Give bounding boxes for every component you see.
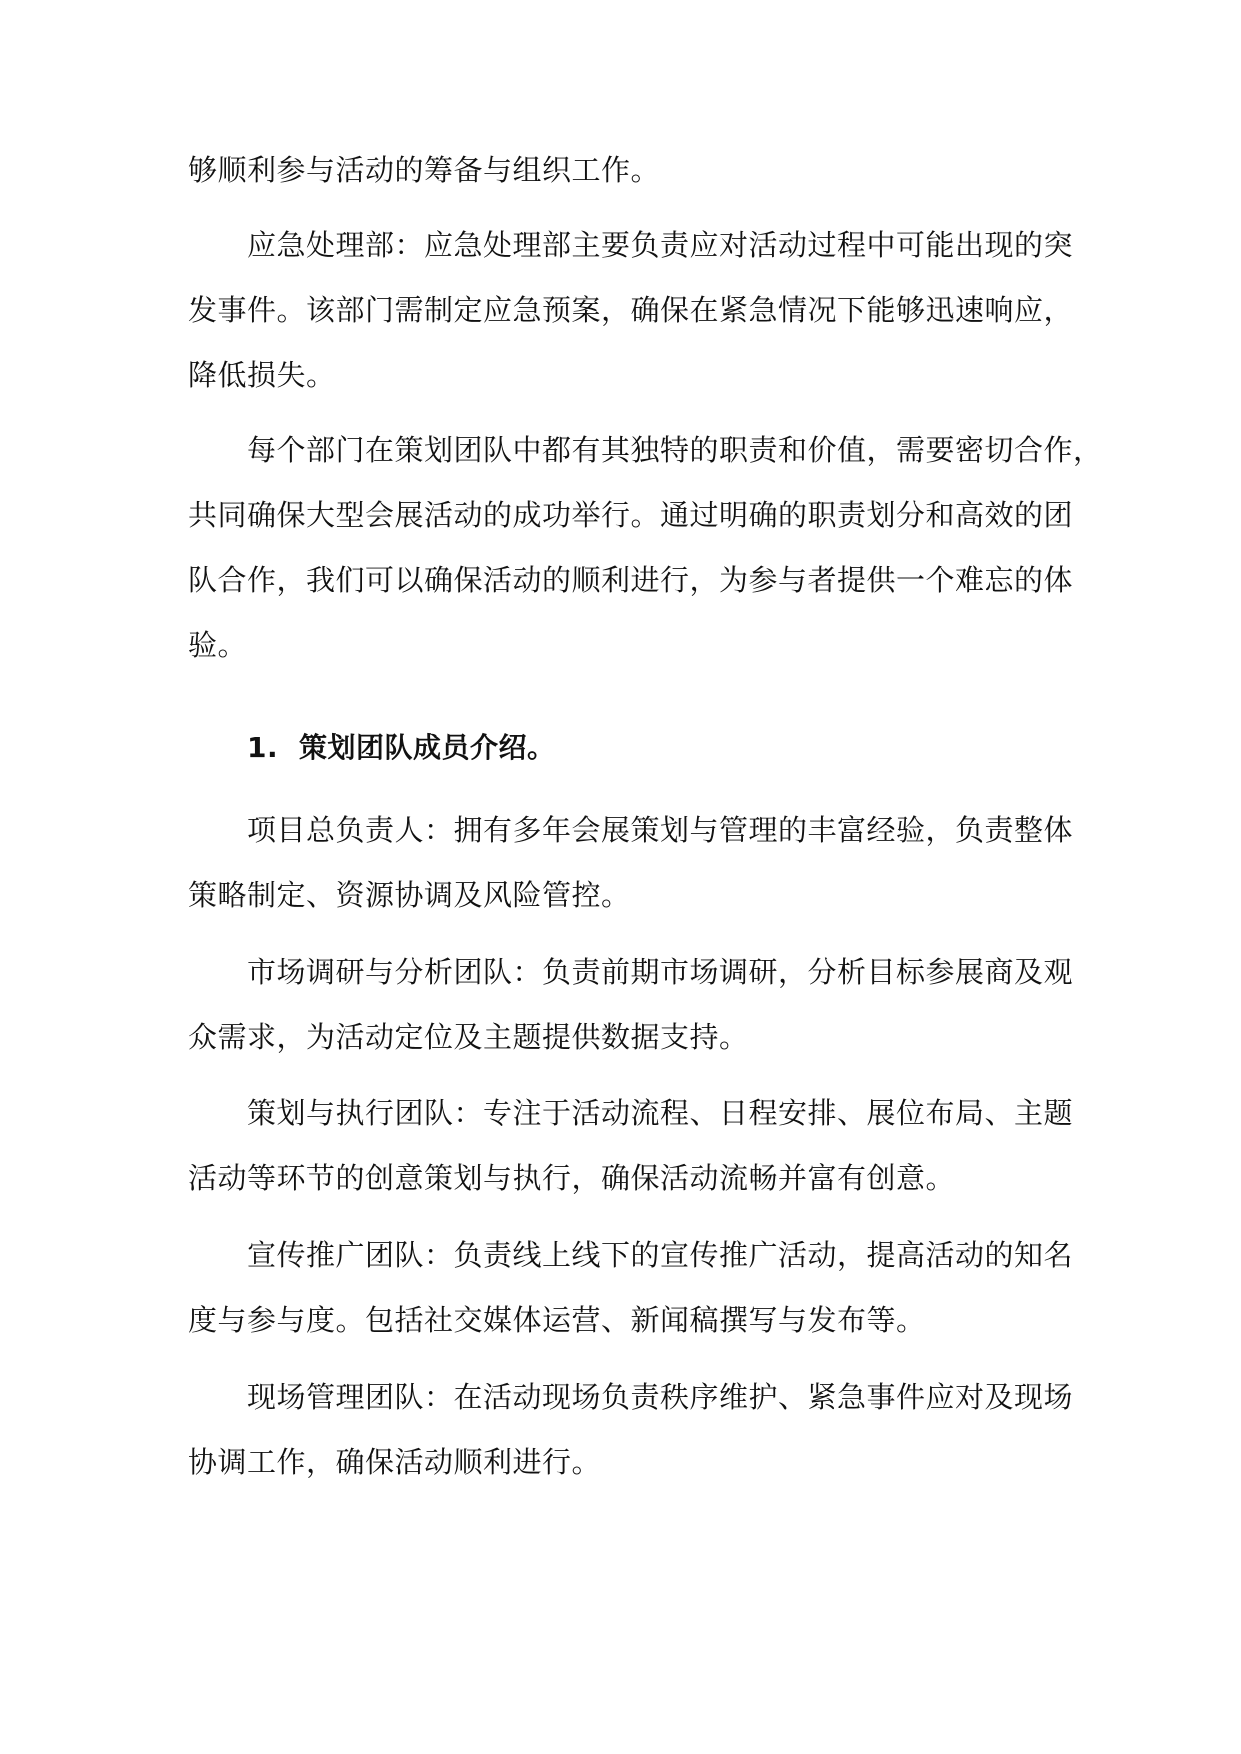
member-line: 众需求，为活动定位及主题提供数据支持。 [188,1020,749,1054]
member-line: 协调工作，确保活动顺利进行。 [188,1445,602,1479]
paragraph-line: 共同确保大型会展活动的成功举行。通过明确的职责划分和高效的团 [188,498,1074,532]
member-line: 项目总负责人：拥有多年会展策划与管理的丰富经验，负责整体 [247,813,1074,847]
member-line: 策略制定、资源协调及风险管控。 [188,878,631,912]
member-line: 宣传推广团队：负责线上线下的宣传推广活动，提高活动的知名 [247,1238,1074,1272]
paragraph-line: 发事件。该部门需制定应急预案，确保在紧急情况下能够迅速响应， [188,293,1074,327]
member-line: 市场调研与分析团队：负责前期市场调研，分析目标参展商及观 [247,955,1074,989]
paragraph-line: 验。 [188,628,248,662]
member-line: 度与参与度。包括社交媒体运营、新闻稿撰写与发布等。 [188,1303,926,1337]
member-line: 现场管理团队：在活动现场负责秩序维护、紧急事件应对及现场 [247,1380,1074,1414]
section-title: 策划团队成员介绍。 [299,731,556,764]
section-heading [247,728,556,768]
paragraph-line: 够顺利参与活动的筹备与组织工作。 [188,153,661,187]
paragraph-line: 队合作，我们可以确保活动的顺利进行，为参与者提供一个难忘的体 [188,563,1074,597]
member-line: 活动等环节的创意策划与执行，确保活动流畅并富有创意。 [188,1161,956,1195]
section-number: 1. [247,731,279,764]
paragraph-line: 每个部门在策划团队中都有其独特的职责和价值，需要密切合作， [247,433,1103,467]
paragraph-line: 应急处理部：应急处理部主要负责应对活动过程中可能出现的突 [247,228,1074,262]
paragraph-line: 降低损失。 [188,358,336,392]
member-line: 策划与执行团队：专注于活动流程、日程安排、展位布局、主题 [247,1096,1074,1130]
